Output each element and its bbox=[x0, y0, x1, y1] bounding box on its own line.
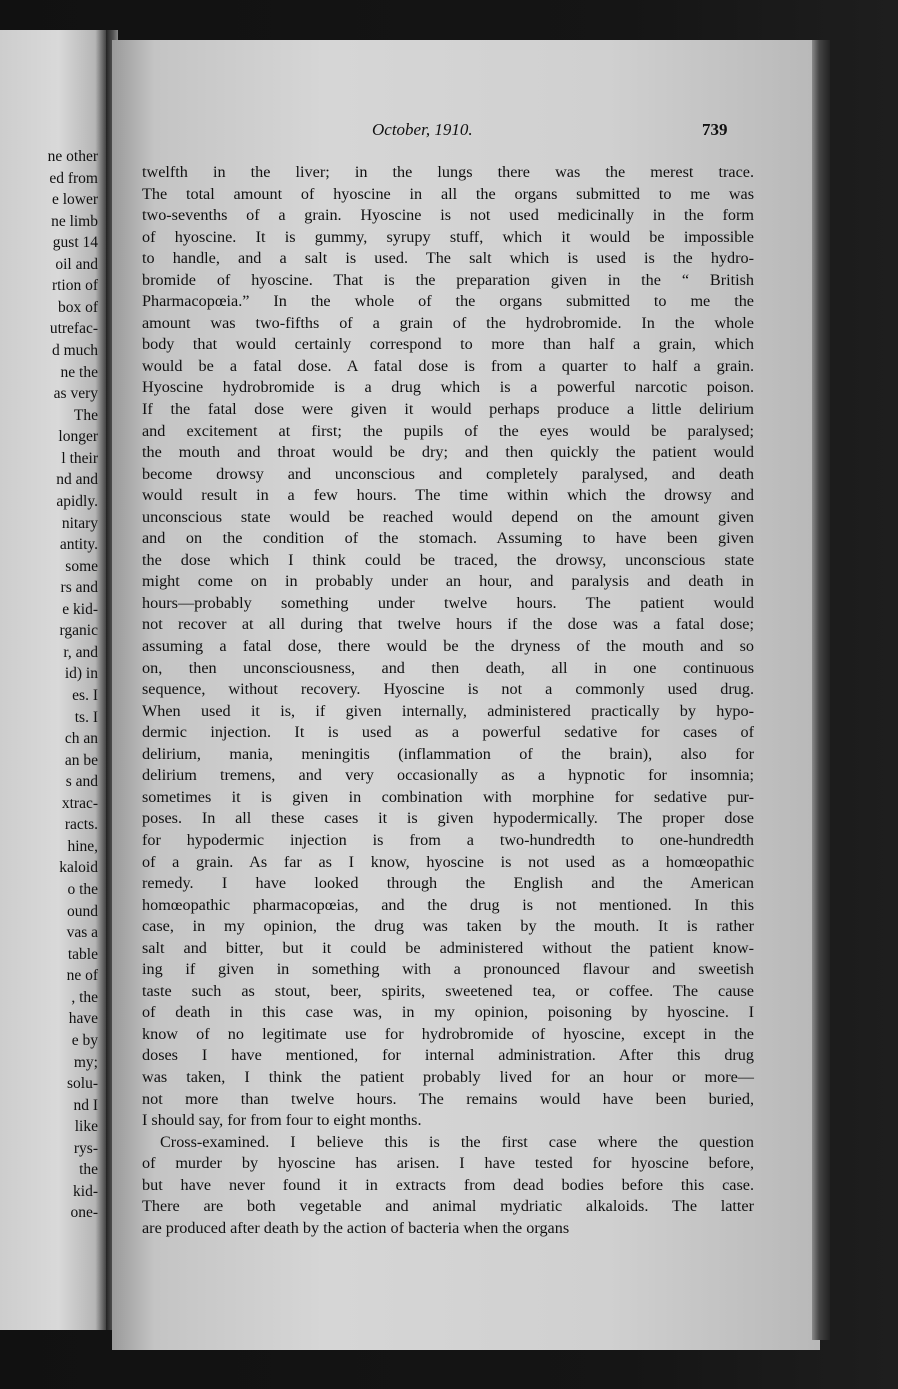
facing-page-line: ne limb bbox=[51, 212, 98, 230]
text-line: body that would certainly correspond to more than half a grain, which bbox=[142, 335, 754, 354]
text-line: bromide of hyoscine. That is the preparation given in the “ British bbox=[142, 270, 754, 289]
facing-page-line: rtion of bbox=[51, 277, 98, 295]
facing-page-line: hine, bbox=[67, 837, 98, 855]
facing-page-line: d much bbox=[51, 342, 98, 360]
text-line: on, then unconsciousness, and then death, all in one continuous bbox=[142, 658, 754, 677]
text-line: to handle, and a salt is used. The salt which is used is the hydro- bbox=[142, 249, 754, 268]
text-line: twelfth in the liver; in the lungs there was the merest trace. bbox=[142, 163, 754, 181]
text-line: salt and bitter, but it could be administered without the patient know- bbox=[142, 938, 754, 957]
header-date: October, 1910. bbox=[372, 120, 473, 139]
text-line: hours—probably something under twelve hours. The patient would bbox=[142, 593, 754, 612]
text-line: was taken, I think the patient probably lived for an hour or more— bbox=[142, 1067, 754, 1086]
facing-page-line: utrefac- bbox=[49, 320, 98, 338]
text-line: not recover at all during that twelve hours if the dose was a fatal dose; bbox=[142, 615, 754, 634]
facing-page-line: ne of bbox=[66, 967, 98, 985]
text-line: and excitement at first; the pupils of the eyes would be paralysed; bbox=[142, 421, 754, 440]
facing-page-line: kaloid bbox=[59, 859, 98, 877]
text-line: are produced after death by the action of bacteria when the organs bbox=[142, 1218, 570, 1237]
facing-page-line: e kid- bbox=[62, 600, 98, 618]
text-line: Cross-examined. I believe this is the first case where the question bbox=[160, 1132, 754, 1151]
text-line: of hyoscine. It is gummy, syrupy stuff, which it would be impossible bbox=[142, 227, 754, 246]
text-line: remedy. I have looked through the English and the American bbox=[142, 874, 754, 893]
facing-page-line: The bbox=[73, 406, 98, 424]
facing-page-line: l their bbox=[61, 449, 98, 467]
facing-page-line: rganic bbox=[59, 622, 98, 640]
facing-page-line: like bbox=[74, 1118, 98, 1136]
facing-page-line: as very bbox=[53, 385, 98, 403]
text-line: become drowsy and unconscious and completely paralysed, and death bbox=[142, 464, 754, 483]
text-line: the dose which I think could be traced, the drowsy, unconscious state bbox=[142, 550, 754, 569]
facing-page-line: longer bbox=[58, 428, 98, 446]
text-line: sequence, without recovery. Hyoscine is not a commonly used drug. bbox=[142, 680, 754, 699]
text-line: but have never found it in extracts from dead bodies before this case. bbox=[142, 1175, 754, 1194]
text-line: If the fatal dose were given it would perhaps produce a little delirium bbox=[142, 400, 754, 419]
page-edge-shadow bbox=[812, 40, 830, 1340]
facing-page-line: gust 14 bbox=[52, 234, 98, 252]
text-line: unconscious state would be reached would depend on the amount given bbox=[142, 507, 754, 526]
facing-page-line: rys- bbox=[73, 1139, 98, 1157]
text-line: homœopathic pharmacopœias, and the drug is not mentioned. In this bbox=[142, 895, 754, 914]
facing-page-line: racts. bbox=[64, 816, 98, 834]
facing-page-line: ne the bbox=[60, 363, 98, 381]
facing-page-line: antity. bbox=[59, 536, 98, 554]
facing-page-line: some bbox=[65, 557, 98, 575]
text-line: When used it is, if given internally, administered practically by hypo- bbox=[142, 701, 754, 720]
text-line: would result in a few hours. The time within which the drowsy and bbox=[142, 486, 754, 505]
facing-page-line: nd and bbox=[56, 471, 98, 489]
text-line: I should say, for from four to eight months. bbox=[142, 1111, 422, 1130]
facing-page-line: xtrac- bbox=[61, 794, 98, 812]
text-line: taste such as stout, beer, spirits, sweetened tea, or coffee. The cause bbox=[142, 981, 754, 1000]
facing-page-line: nitary bbox=[61, 514, 98, 532]
text-line: of a grain. As far as I know, hyoscine is not used as a homœopathic bbox=[142, 852, 754, 871]
text-line: not more than twelve hours. The remains would have been buried, bbox=[142, 1089, 754, 1108]
facing-page-line: e lower bbox=[51, 191, 98, 209]
facing-page-line: one- bbox=[70, 1204, 98, 1222]
text-line: two-sevenths of a grain. Hyoscine is not used medicinally in the form bbox=[142, 206, 754, 225]
text-line: There are both vegetable and animal mydriatic alkaloids. The latter bbox=[142, 1197, 754, 1216]
text-line: poses. In all these cases it is given hypodermically. The proper dose bbox=[142, 809, 754, 828]
facing-page-line: an be bbox=[64, 751, 98, 769]
facing-page-line: rs and bbox=[60, 579, 98, 597]
text-line: would be a fatal dose. A fatal dose is from a quarter to half a grain. bbox=[142, 356, 754, 375]
text-line: The total amount of hyoscine in all the organs submitted to me was bbox=[142, 184, 754, 203]
facing-page-line: ed from bbox=[49, 169, 98, 187]
text-line: case, in my opinion, the drug was taken by the mouth. It is rather bbox=[142, 917, 754, 936]
text-line: delirium, mania, meningitis (inflammation of the brain), also for bbox=[142, 744, 754, 763]
facing-page-line: apidly. bbox=[56, 492, 98, 510]
facing-page-line: nd I bbox=[73, 1096, 98, 1114]
facing-page-line: oil and bbox=[55, 255, 98, 273]
facing-page-line: ts. I bbox=[74, 708, 98, 726]
text-line: the mouth and throat would be dry; and then quickly the patient would bbox=[142, 443, 754, 462]
facing-page-line: ch an bbox=[64, 730, 98, 748]
text-line: assuming a fatal dose, there would be the dryness of the mouth and so bbox=[142, 637, 754, 656]
facing-page-line: vas a bbox=[66, 924, 98, 942]
text-line: ing if given in something with a pronounced flavour and sweetish bbox=[142, 960, 754, 979]
body-text bbox=[142, 162, 754, 1239]
facing-page-line: table bbox=[67, 945, 98, 963]
facing-page-line: kid- bbox=[73, 1182, 98, 1200]
text-line: for hypodermic injection is from a two-hundredth to one-hundredth bbox=[142, 830, 754, 849]
facing-page-line: r, and bbox=[63, 643, 98, 661]
facing-page-line: my; bbox=[73, 1053, 98, 1071]
facing-page-line: , the bbox=[71, 988, 98, 1006]
text-line: of death in this case was, in my opinion, poisoning by hyoscine. I bbox=[142, 1003, 754, 1022]
facing-page-line: have bbox=[68, 1010, 98, 1028]
facing-page-line: id) in bbox=[64, 665, 98, 683]
text-line: delirium tremens, and very occasionally as a hypnotic for insomnia; bbox=[142, 766, 754, 785]
facing-page-line: solu- bbox=[67, 1075, 98, 1093]
facing-page-line: o the bbox=[67, 881, 98, 899]
text-line: sometimes it is given in combination with morphine for sedative pur- bbox=[142, 787, 754, 806]
facing-page-line: the bbox=[79, 1161, 98, 1179]
facing-page-line: ound bbox=[67, 902, 98, 920]
page-number: 739 bbox=[702, 120, 728, 139]
facing-page-line: box of bbox=[57, 298, 98, 316]
facing-page-line: ne other bbox=[47, 148, 98, 165]
facing-page-line: s and bbox=[65, 773, 98, 791]
facing-page-line: e by bbox=[71, 1031, 98, 1049]
text-line: know of no legitimate use for hydrobromide of hyoscine, except in the bbox=[142, 1024, 754, 1043]
facing-page-line: es. I bbox=[72, 687, 98, 704]
facing-page-fragment bbox=[0, 30, 106, 1330]
text-line: doses I have mentioned, for internal administration. After this drug bbox=[142, 1046, 754, 1065]
text-line: Pharmacopœia.” In the whole of the organs submitted to me the bbox=[142, 292, 754, 311]
text-line: of murder by hyoscine has arisen. I have tested for hyoscine before, bbox=[142, 1154, 754, 1173]
text-line: dermic injection. It is used as a powerful sedative for cases of bbox=[142, 723, 754, 742]
text-line: Hyoscine hydrobromide is a drug which is a powerful narcotic poison. bbox=[142, 378, 754, 397]
text-line: amount was two-fifths of a grain of the hydrobromide. In the whole bbox=[142, 313, 754, 332]
text-line: and on the condition of the stomach. Assuming to have been given bbox=[142, 529, 754, 548]
text-line: might come on in probably under an hour, and paralysis and death in bbox=[142, 572, 754, 591]
